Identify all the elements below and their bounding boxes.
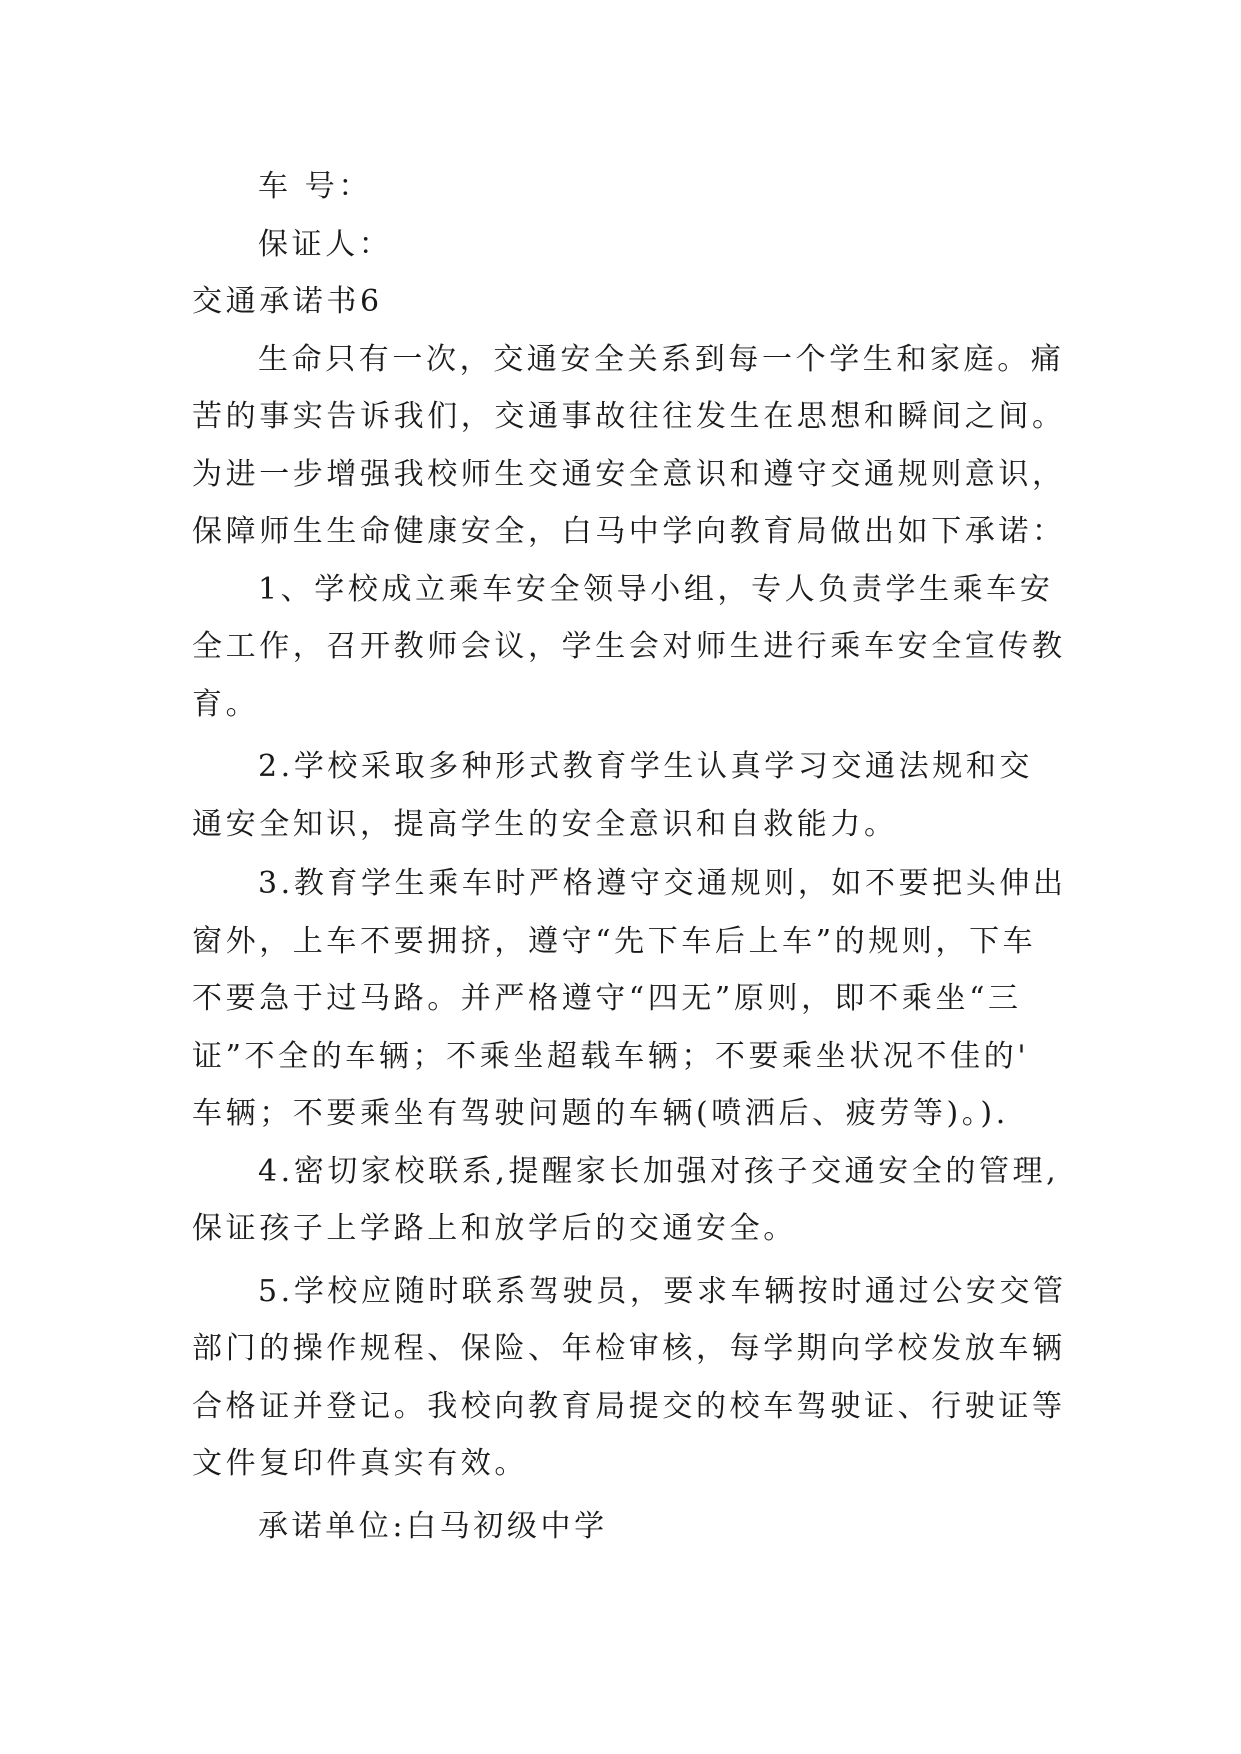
item-3-line-3: 不要急于过马路。并严格遵守“四无”原则，即不乘坐“三 xyxy=(192,981,1022,1016)
guarantor-line: 保证人： xyxy=(258,226,393,262)
document-body xyxy=(192,158,1067,1555)
item-3-line-4: 证”不全的车辆；不乘坐超载车辆；不要乘坐状况不佳的' xyxy=(192,1038,1030,1074)
item-5-line-2: 部门的操作规程、保险、年检审核，每学期向学校发放车辆 xyxy=(192,1331,1066,1366)
intro-line-1: 生命只有一次，交通安全关系到每一个学生和家庭。痛 xyxy=(258,341,1065,377)
item-1-line-1: 1、学校成立乘车安全领导小组，专人负责学生乘车安 xyxy=(258,571,1054,607)
intro-line-2: 苦的事实告诉我们，交通事故往往发生在思想和瞬间之间。 xyxy=(192,399,1066,434)
intro-line-3: 为进一步增强我校师生交通安全意识和遵守交通规则意识， xyxy=(192,456,1066,492)
section-title: 交通承诺书6 xyxy=(192,284,383,319)
item-1-line-3: 育。 xyxy=(192,686,260,722)
item-2-line-1: 2.学校采取多种形式教育学生认真学习交通法规和交 xyxy=(258,749,1034,784)
item-3-line-1: 3.教育学生乘车时严格遵守交通规则，如不要把头伸出 xyxy=(258,866,1067,901)
vehicle-number-line: 车 号： xyxy=(258,169,372,204)
item-3-line-5: 车辆；不要乘坐有驾驶问题的车辆(喷洒后、疲劳等)。). xyxy=(192,1096,1009,1131)
item-1-line-2: 全工作，召开教师会议，学生会对师生进行乘车安全宣传教 xyxy=(192,629,1066,664)
item-5-line-3: 合格证并登记。我校向教育局提交的校车驾驶证、行驶证等 xyxy=(192,1388,1066,1424)
item-4-line-2: 保证孩子上学路上和放学后的交通安全。 xyxy=(192,1211,797,1246)
item-5-line-4: 文件复印件真实有效。 xyxy=(192,1446,528,1481)
item-3-line-2: 窗外，上车不要拥挤，遵守“先下车后上车”的规则，下车 xyxy=(192,923,1037,959)
commitment-unit-line: 承诺单位:白马初级中学 xyxy=(258,1508,608,1544)
item-5-line-1: 5.学校应随时联系驾驶员，要求车辆按时通过公安交管 xyxy=(258,1273,1067,1309)
item-4-line-1: 4.密切家校联系,提醒家长加强对孩子交通安全的管理, xyxy=(258,1153,1060,1189)
item-2-line-2: 通安全知识，提高学生的安全意识和自救能力。 xyxy=(192,806,898,842)
intro-line-4: 保障师生生命健康安全，白马中学向教育局做出如下承诺： xyxy=(192,514,1066,549)
